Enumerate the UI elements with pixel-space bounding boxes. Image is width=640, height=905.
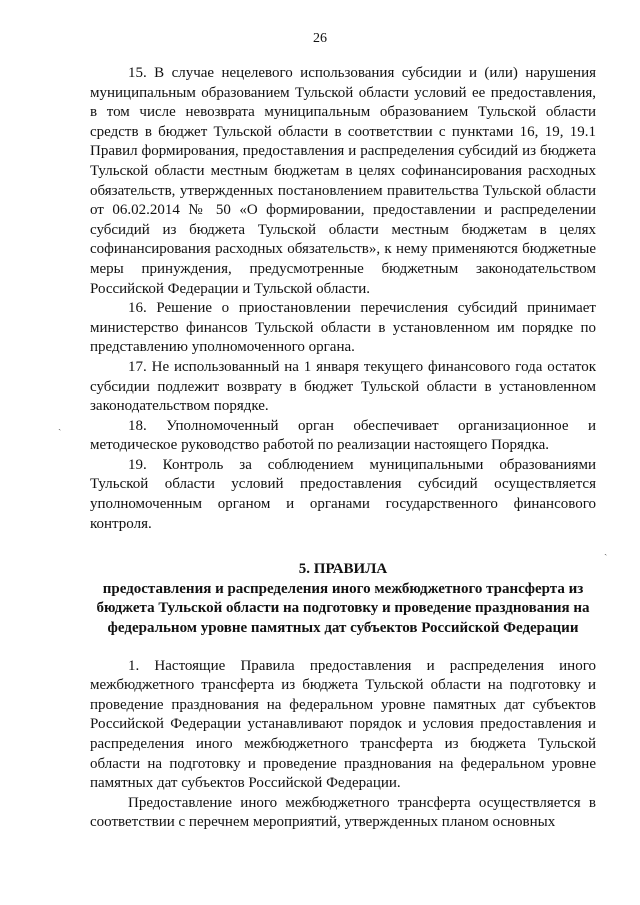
paragraph-19: 19. Контроль за соблюдением муниципальными образованиями Тульской области условий предоставления субсидий осуществляется уполномоченным органом и органами государственного финансового контроля. — [90, 456, 596, 532]
section-title: 5. ПРАВИЛА — [298, 561, 388, 578]
scan-speck-mark: ˏ — [58, 420, 62, 431]
scan-speck-mark: ˎ — [604, 545, 608, 556]
rules-paragraph-1: 1. Настоящие Правила предоставления и распределения иного межбюджетного трансферта из бюджета Тульской области на подготовку и проведение празднования на федеральном уровне памятных дат субъектов Российской Федерации устанавливают порядок и условия предоставления и распределения иного межбюджетного трансферта из бюджета Тульской области на подготовку и проведение празднования на федеральном уровне памятных дат субъектов Российской Федерации. — [90, 657, 596, 792]
page-number: 26 — [313, 31, 327, 46]
rules-paragraph-2: Предоставление иного межбюджетного трансферта осуществляется в соответствии с перечнем мероприятий, утвержденных планом основных — [90, 794, 596, 831]
paragraph-15: 15. В случае нецелевого использования субсидии и (или) нарушения муниципальным образованием Тульской области условий ее предоставления, в том числе невозврата муниципальным образованием Тульской области средств в бюджет Тульской области в соответствии с пунктами 16, 19, 19.1 Правил формирования, предоставления и распределения субсидий из бюджета Тульской области местным бюджетам в целях софинансирования расходных обязательств, утвержденных постановлением правительства Тульской области от 06.02.2014 № 50 «О формировании, предоставлении и распределении субсидий из бюджета Тульской области местным бюджетам в целях софинансирования расходных обязательств», к нему применяются бюджетные меры принуждения, предусмотренные бюджетным законодательством Российской Федерации и Тульской области. — [90, 65, 596, 297]
document-body — [90, 64, 596, 833]
paragraph-16: 16. Решение о приостановлении перечисления субсидий принимает министерство финансов Тульской области в установленном им порядке по представлению уполномоченного органа. — [90, 300, 596, 356]
paragraph-18: 18. Уполномоченный орган обеспечивает организационное и методическое руководство работой по реализации настоящего Порядка. — [90, 417, 596, 454]
section-subtitle: предоставления и распределения иного межбюджетного трансферта из бюджета Тульской области на подготовку и проведение празднования на федеральном уровне памятных дат субъектов Российской Федерации — [96, 580, 590, 637]
paragraph-17: 17. Не использованный на 1 января текущего финансового года остаток субсидии подлежит возврату в бюджет Тульской области в установленном законодательством порядке. — [90, 358, 596, 415]
section-spacer — [90, 639, 596, 657]
section-heading — [90, 560, 596, 638]
